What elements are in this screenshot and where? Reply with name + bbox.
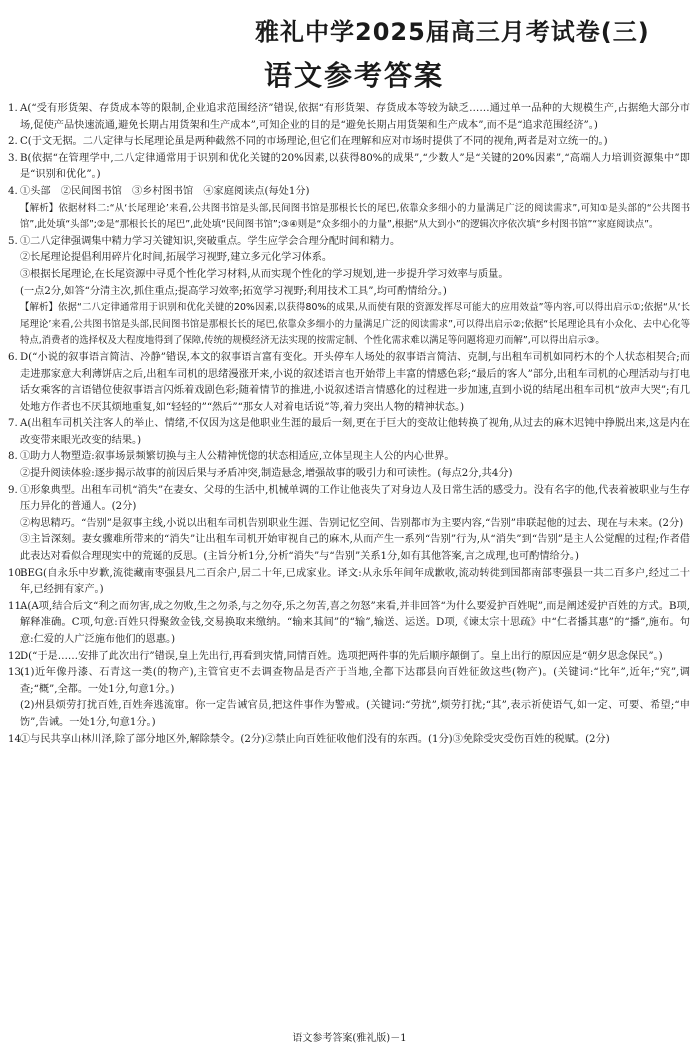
answer-number: 13. xyxy=(8,667,25,679)
answer-text: ③根据长尾理论,在长尾资源中寻觅个性化学习材料,从而实现个性化的学习规划,进一步提升学习效率与质量。 xyxy=(20,268,509,280)
answer-item xyxy=(8,184,690,234)
answer-item xyxy=(8,665,690,731)
answer-item xyxy=(8,350,690,416)
answer-text: (一点2分,如答“分清主次,抓住重点;提高学习效率;拓宽学习视野;利用技术工具”,均可酌情给分。) xyxy=(20,285,447,297)
answer-text: ①与民共享山林川泽,除了部分地区外,解除禁令。(2分)②禁止向百姓征收他们没有的东西。(1分)③免除受灾受伤百姓的税赋。(2分) xyxy=(20,733,610,745)
answer-text: BEG(自永乐中岁歉,流徙藏南枣强县凡二百余户,居二十年,已成家业。译文:从永乐年间年成歉收,流动转徙到国都南部枣强县一共二百多户,经过二十年,已经拥有家产。) xyxy=(20,567,690,596)
answer-text: D(“于是……安排了此次出行”错误,皇上先出行,再看到灾情,同情百姓。选项把两件事的先后顺序颠倒了。皇上出行的原因应是“朝夕思念保民”。) xyxy=(20,650,663,662)
answer-text: A(出租车司机关注客人的举止、情绪,不仅因为这是他职业生涯的最后一刻,更在于巨大的变故让他转换了视角,从过去的麻木迟钝中挣脱出来,这是内在改变带来眼光改变的结果。) xyxy=(20,418,690,446)
answer-text: ③主旨深刻。妻女骤难所带来的“消失”让出租车司机开始审视自己的麻木,从而产生一系列“告别”行为,从“消失”到“告别”是主人公觉醒的过程;作者借此表达对看似合理现实中的荒诞的反思。(主旨分析1分,分析“消失”与“告别”关系1分,如有其他答案,言之成理,也可酌情给分。) xyxy=(20,534,690,563)
document-title: 语文参考答案 xyxy=(264,59,445,92)
analysis-text: 【解析】依据材料二:“从‘长尾理论’来看,公共图书馆是头部,民间图书馆是那根长长的尾巴,依靠众多细小的力量满足广泛的阅读需求”,可知①是头部的“公共图书馆”,此处填“头部”;②是“那根长长的尾巴”,此处填“民间图书馆”;③④则是“众多细小的力量”,根据“从大到小”的逻辑次序依次填“乡村图书馆”“家庭阅读点”。 xyxy=(20,202,690,231)
answer-number: 10. xyxy=(8,567,25,579)
answer-item xyxy=(8,483,690,566)
answer-text: ①助力人物塑造:叙事场景频繁切换与主人公精神恍惚的状态相适应,立体呈现主人公的内心世界。 xyxy=(20,451,455,463)
answer-item xyxy=(8,134,690,151)
answer-item xyxy=(8,649,690,666)
answer-text: A(“受有形货架、存货成本等的限制,企业追求范围经济”错误,依据“有形货架、存货成本等较为缺乏……通过单一品种的大规模生产,占据绝大部分市场,促使产品快速流通,避免长期占用货架和生产成本”,可知企业的目的是“避免长期占用货架和生产成本”,而不是“追求范围经济”。) xyxy=(20,103,690,131)
answer-list xyxy=(8,101,690,748)
answer-text: B(依据“在管理学中,二八定律通常用于识别和优化关键的20%因素,以获得80%的成果”,“少数人”是“关键的20%因素”,“高端人力培训资源集中”即是“识别和优化”。) xyxy=(20,152,690,181)
answer-number: 11. xyxy=(8,600,25,612)
answer-text: A(A项,结合后文“利之而勿害,成之勿败,生之勿杀,与之勿夺,乐之勿苦,喜之勿怒”来看,并非回答“为什么要爱护百姓呢”,而是阐述爱护百姓的方式。B项,解释准确。C项,句意:百姓只得聚敛金钱,交易换取来缴纳。“输来其间”的“输”,输送、运送。D项,《谏太宗十思疏》中“仁者播其惠”的“播”,施布。句意:仁爱的人广泛施布他们的恩惠。) xyxy=(20,600,690,645)
answer-number: 6. xyxy=(8,351,18,363)
header xyxy=(0,12,699,92)
answer-text: C(于文无据。二八定律与长尾理论虽是两种截然不同的市场理论,但它们在理解和应对市场时提供了不同的视角,两者是对立统一的。) xyxy=(20,136,608,148)
answer-number: 2. xyxy=(8,136,18,148)
answer-item xyxy=(8,449,690,482)
answer-text: ②提升阅读体验:逐步揭示故事的前因后果与矛盾冲突,制造悬念,增强故事的吸引力和可读性。(每点2分,共4分) xyxy=(20,468,513,480)
answer-number: 1. xyxy=(8,103,18,114)
answer-text: ①二八定律强调集中精力学习关键知识,突破重点。学生应学会合理分配时间和精力。 xyxy=(20,235,401,247)
analysis-text: 【解析】依据“二八定律通常用于识别和优化关键的20%因素,以获得80%的成果,从而使有限的资源发挥尽可能大的应用效益”等内容,可以得出启示①;依据“从‘长尾理论’来看,公共图书馆是头部,民间图书馆是那根长长的尾巴,依靠众多细小的力量满足广泛的阅读需求”,可以得出启示②;依据“长尾理论具有小众化、去中心化等特点,消费者的选择权及大程度地得到了保障,传统的规模经济无法实现的按需定制、个性化需求难以满足等问题将迎刃而解”,可以得出启示③。 xyxy=(20,302,691,347)
answer-text: ①头部 ②民间图书馆 ③乡村图书馆 ④家庭阅读点(每处1分) xyxy=(20,185,310,197)
answer-item xyxy=(8,234,690,350)
answer-text: D(“小说的叙事语言简洁、冷静”错误,本文的叙事语言富有变化。开头停车人场处的叙事语言简洁、克制,与出租车司机如同朽木的个人状态相契合;而走进那家意大利薄饼店之后,出租车司机的思绪漫涨开来,小说的叙述语言也开始带上丰富的情感色彩;“最后的客人”部分,出租车司机的心理活动与打电话女乘客的言语错位使叙事语言闪烁着戏剧色彩;随着情节的推进,小说叙述语言情感化的过程进一步加速,直到小说的结尾出租车司机“放声大哭”;有几处地方作者也不厌其烦地重复,如“轻轻的”“然后”“那女人对着电话说”等,着力突出人物的精神状态。) xyxy=(20,351,690,413)
answer-number: 8. xyxy=(8,451,18,463)
answer-text: ①形象典型。出租车司机“消失”在妻女、父母的生活中,机械单调的工作让他丧失了对身边人及日常生活的感受力。没有名字的他,代表着被职业与生存压力异化的普通人。(2分) xyxy=(20,484,690,513)
answer-text: ②构思精巧。“告别”是叙事主线,小说以出租车司机告别职业生涯、告别记忆空间、告别都市为主要内容,“告别”串联起他的过去、现在与未来。(2分) xyxy=(20,517,684,529)
answer-number: 14. xyxy=(8,733,25,745)
answer-item xyxy=(8,599,690,649)
answer-number: 4. xyxy=(8,185,18,197)
answer-text: (1)近年像丹漆、石青这一类(的物产),主管官吏不去调查物品是否产于当地,全都下达郡县向百姓征敛这些(物产)。(关键词:“比年”,近年;“究”,调查;“概”,全都。一处1分,句意1分。) xyxy=(20,667,690,695)
answer-item xyxy=(8,101,690,134)
answer-number: 7. xyxy=(8,418,18,430)
answer-item xyxy=(8,566,690,599)
answer-item xyxy=(8,732,690,749)
answer-number: 5. xyxy=(8,235,18,247)
school-exam-title: 雅礼中学2025届高三月考试卷(三) xyxy=(255,18,650,46)
answer-item xyxy=(8,416,690,449)
answer-number: 12. xyxy=(8,650,25,662)
answer-number: 9. xyxy=(8,484,18,496)
answer-text: ②长尾理论提倡利用碎片化时间,拓展学习视野,建立多元化学习体系。 xyxy=(20,252,333,264)
page-footer: 语文参考答案(雅礼版)－1 xyxy=(292,1033,407,1044)
answer-item xyxy=(8,151,690,184)
answer-text: (2)州县烦劳打扰百姓,百姓奔逃流窜。你一定告诫官员,把这件事作为警戒。(关键词:“劳扰”,烦劳打扰;“其”,表示祈使语气,如一定、可要、希望;“申饬”,告诫。一处1分,句意1分。) xyxy=(20,700,690,728)
answer-number: 3. xyxy=(8,152,18,164)
